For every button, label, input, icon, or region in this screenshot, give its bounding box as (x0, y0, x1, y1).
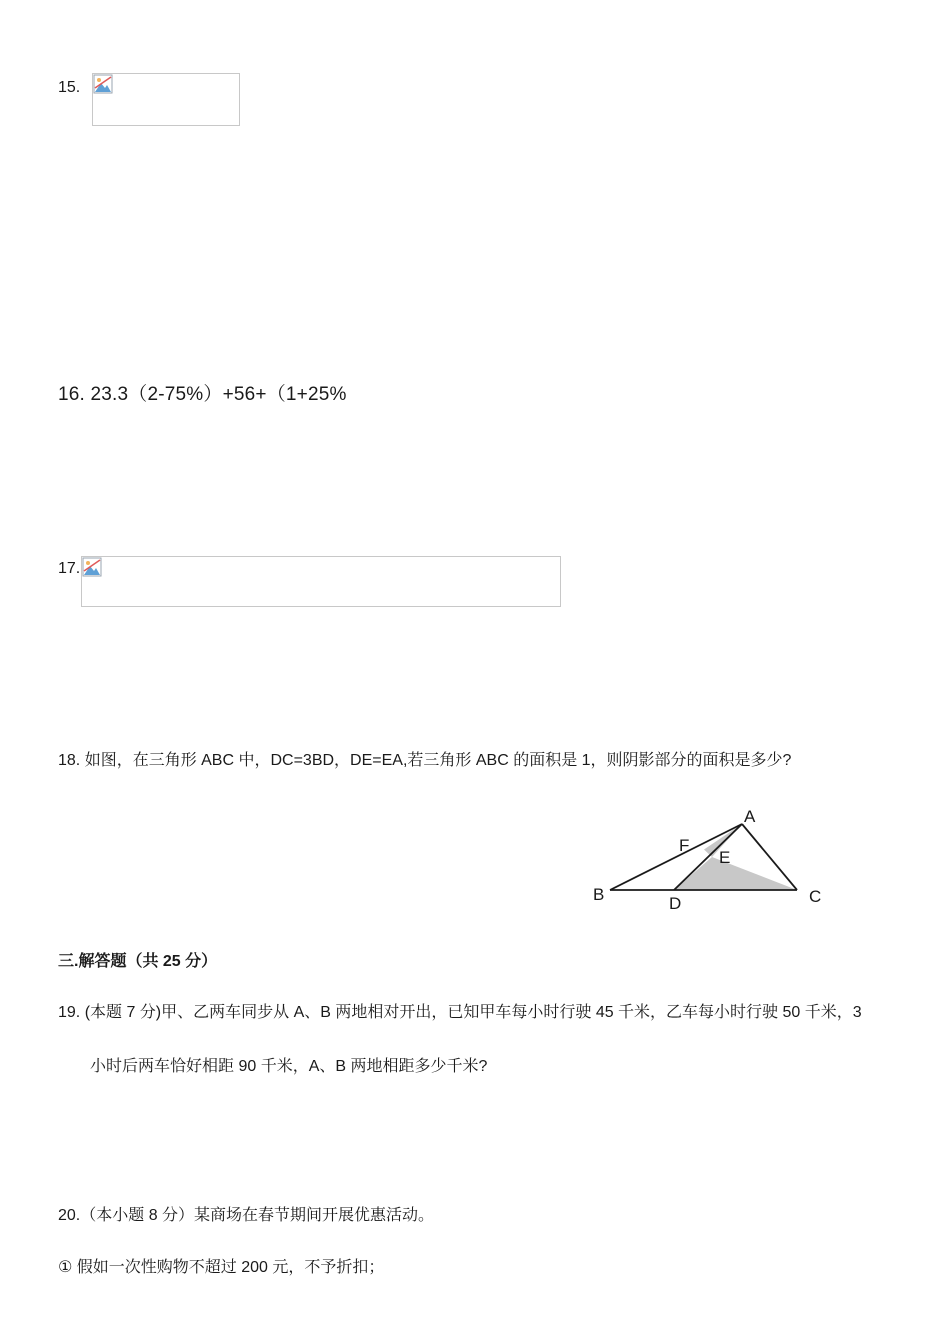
label-c: C (809, 887, 822, 906)
section-title: 三.解答题（共 25 分） (58, 953, 218, 970)
question-17-image (81, 556, 561, 607)
shaded-triangle-dec (674, 857, 797, 890)
label-a: A (744, 807, 756, 826)
question-19-line-1: 19. (本题 7 分)甲、乙两车同步从 A、B 两地相对开出，已知甲车每小时行驶 45 千米，乙车每小时行驶 50 千米，3 (58, 1004, 862, 1021)
label-b: B (593, 885, 605, 904)
question-19-line-2: 小时后两车恰好相距 90 千米，A、B 两地相距多少千米? (90, 1058, 488, 1075)
question-17-number: 17. (58, 560, 81, 577)
question-20-heading: 20.（本小题 8 分）某商场在春节期间开展优惠活动。 (58, 1207, 435, 1224)
question-15-image (92, 73, 240, 126)
question-18: 18. 如图，在三角形 ABC 中，DC=3BD，DE=EA,若三角形 ABC 的面积是 1，则阴影部分的面积是多少? (58, 752, 792, 769)
label-f: F (679, 836, 690, 855)
label-e: E (719, 848, 731, 867)
broken-image-icon (93, 74, 113, 94)
question-16: 16. 23.3（2-75%）+56+（1+25% (58, 384, 347, 405)
broken-image-icon (82, 557, 102, 577)
triangle-figure (585, 800, 835, 915)
question-15-number: 15. (58, 79, 81, 96)
question-20-condition-1: ① 假如一次性购物不超过 200 元，不予折扣； (58, 1259, 385, 1276)
label-d: D (669, 894, 682, 913)
